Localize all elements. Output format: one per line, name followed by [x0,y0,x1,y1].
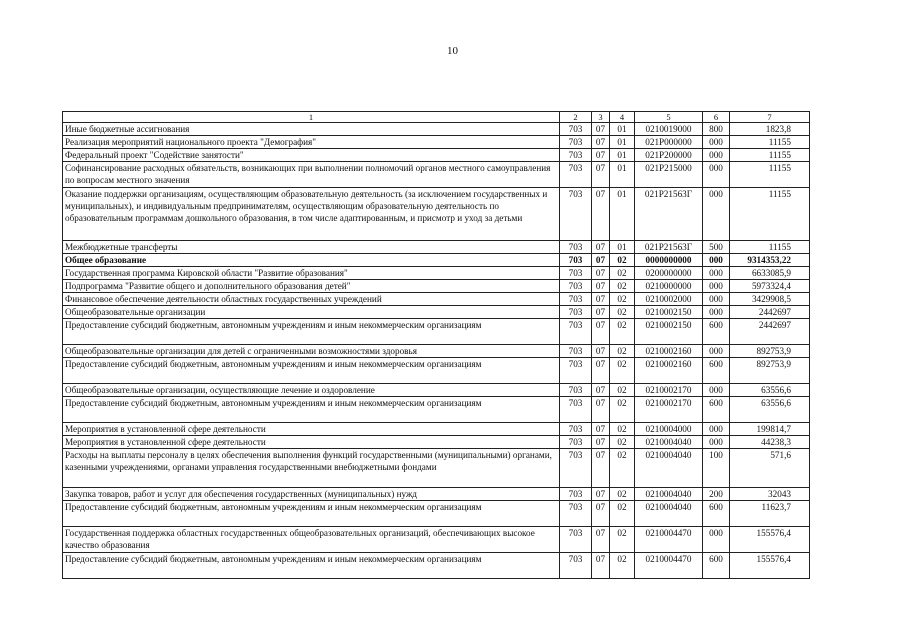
row-subsection-cell: 02 [610,384,635,397]
row-name-cell: Предоставление субсидий бюджетным, автономным учреждениям и иным некоммерческим организациям [63,358,560,384]
row-target-cell: 0210004040 [635,501,703,527]
row-subsection-cell: 02 [610,293,635,306]
header-cell: 1 [63,112,560,123]
header-cell: 3 [592,112,610,123]
row-target-cell: 0210002150 [635,319,703,345]
row-name-cell: Общеобразовательные организации, осуществляющие лечение и оздоровление [63,384,560,397]
row-amount-cell: 1823,8 [730,123,810,136]
row-section-cell: 07 [592,241,610,254]
row-amount-cell: 11155 [730,162,810,188]
row-type-cell: 000 [703,162,730,188]
table-row [63,136,810,149]
row-code-cell: 703 [560,319,592,345]
row-target-cell: 0210002160 [635,358,703,384]
table-row [63,280,810,293]
row-section-cell: 07 [592,449,610,488]
row-target-cell: 021P21563Г [635,188,703,241]
row-subsection-cell: 02 [610,449,635,488]
row-target-cell: 0210002150 [635,306,703,319]
row-code-cell: 703 [560,241,592,254]
row-target-cell: 021P21563Г [635,241,703,254]
row-subsection-cell: 02 [610,254,635,267]
row-target-cell: 021P000000 [635,136,703,149]
row-code-cell: 703 [560,162,592,188]
row-name-cell: Государственная поддержка областных государственных общеобразовательных организаций, обеспечивающих высокое качество образования [63,527,560,553]
row-target-cell: 0210002000 [635,293,703,306]
row-code-cell: 703 [560,149,592,162]
table-row [63,345,810,358]
row-amount-cell: 11155 [730,149,810,162]
row-type-cell: 200 [703,488,730,501]
row-subsection-cell: 01 [610,149,635,162]
row-section-cell: 07 [592,123,610,136]
row-type-cell: 000 [703,136,730,149]
row-amount-cell: 11623,7 [730,501,810,527]
row-section-cell: 07 [592,397,610,423]
row-type-cell: 000 [703,188,730,241]
row-target-cell: 0210004000 [635,423,703,436]
row-section-cell: 07 [592,384,610,397]
row-target-cell: 021P200000 [635,149,703,162]
row-name-cell: Предоставление субсидий бюджетным, автономным учреждениям и иным некоммерческим организациям [63,553,560,579]
row-subsection-cell: 02 [610,501,635,527]
row-code-cell: 703 [560,527,592,553]
table-row [63,123,810,136]
row-code-cell: 703 [560,188,592,241]
table-row [63,188,810,241]
row-name-cell: Предоставление субсидий бюджетным, автономным учреждениям и иным некоммерческим организациям [63,397,560,423]
row-subsection-cell: 02 [610,436,635,449]
row-section-cell: 07 [592,188,610,241]
row-type-cell: 600 [703,397,730,423]
row-target-cell: 0210004040 [635,449,703,488]
row-name-cell: Оказание поддержки организациям, осуществляющим образовательную деятельность (за исключением государственных и муниципальных), и индивидуальным предпринимателям, осуществляющим образовательную деятельность по образовательным программам дошкольного образования, в том числе адаптированным, и присмотр и уход за детьми [63,188,560,241]
row-target-cell: 0210004040 [635,436,703,449]
table-row [63,423,810,436]
row-type-cell: 600 [703,501,730,527]
row-type-cell: 000 [703,267,730,280]
row-code-cell: 703 [560,254,592,267]
row-subsection-cell: 02 [610,423,635,436]
row-name-cell: Иные бюджетные ассигнования [63,123,560,136]
row-target-cell: 021P215000 [635,162,703,188]
header-cell: 7 [730,112,810,123]
row-subsection-cell: 02 [610,319,635,345]
row-section-cell: 07 [592,267,610,280]
row-type-cell: 000 [703,527,730,553]
row-name-cell: Государственная программа Кировской области "Развитие образования" [63,267,560,280]
row-subsection-cell: 02 [610,527,635,553]
row-amount-cell: 571,6 [730,449,810,488]
row-code-cell: 703 [560,345,592,358]
row-amount-cell: 2442697 [730,306,810,319]
row-name-cell: Расходы на выплаты персоналу в целях обеспечения выполнения функций государственными (муниципальными) органами, казенными учреждениями, органами управления государственными внебюджетными фондами [63,449,560,488]
row-amount-cell: 63556,6 [730,384,810,397]
row-code-cell: 703 [560,423,592,436]
table-body [63,123,810,579]
table-row [63,267,810,280]
table-row [63,553,810,579]
row-type-cell: 000 [703,345,730,358]
header-cell: 4 [610,112,635,123]
row-name-cell: Предоставление субсидий бюджетным, автономным учреждениям и иным некоммерческим организациям [63,319,560,345]
header-cell: 6 [703,112,730,123]
row-section-cell: 07 [592,553,610,579]
row-target-cell: 0210002160 [635,345,703,358]
row-amount-cell: 6633085,9 [730,267,810,280]
row-subsection-cell: 02 [610,358,635,384]
row-type-cell: 500 [703,241,730,254]
row-subsection-cell: 02 [610,397,635,423]
row-section-cell: 07 [592,501,610,527]
row-section-cell: 07 [592,423,610,436]
row-name-cell: Софинансирование расходных обязательств, возникающих при выполнении полномочий органов местного самоуправления по вопросам местного значения [63,162,560,188]
table-row [63,293,810,306]
row-code-cell: 703 [560,267,592,280]
row-amount-cell: 11155 [730,188,810,241]
row-subsection-cell: 01 [610,188,635,241]
row-subsection-cell: 01 [610,123,635,136]
table-row [63,397,810,423]
row-name-cell: Общеобразовательные организации для детей с ограниченными возможностями здоровья [63,345,560,358]
table-row [63,384,810,397]
table-row [63,319,810,345]
row-amount-cell: 199814,7 [730,423,810,436]
row-amount-cell: 63556,6 [730,397,810,423]
row-target-cell: 0200000000 [635,267,703,280]
row-target-cell: 0210004040 [635,488,703,501]
row-section-cell: 07 [592,149,610,162]
row-name-cell: Общее образование [63,254,560,267]
row-amount-cell: 892753,9 [730,358,810,384]
row-type-cell: 800 [703,123,730,136]
row-code-cell: 703 [560,449,592,488]
row-subsection-cell: 02 [610,267,635,280]
row-subsection-cell: 01 [610,162,635,188]
row-amount-cell: 2442697 [730,319,810,345]
row-amount-cell: 155576,4 [730,527,810,553]
row-code-cell: 703 [560,501,592,527]
row-amount-cell: 3429908,5 [730,293,810,306]
table-row [63,358,810,384]
row-section-cell: 07 [592,345,610,358]
row-code-cell: 703 [560,436,592,449]
row-amount-cell: 155576,4 [730,553,810,579]
row-section-cell: 07 [592,488,610,501]
row-code-cell: 703 [560,488,592,501]
page-number: 10 [447,45,458,57]
row-name-cell: Федеральный проект "Содействие занятости" [63,149,560,162]
table-row [63,436,810,449]
table-row [63,488,810,501]
row-code-cell: 703 [560,306,592,319]
row-name-cell: Реализация мероприятий национального проекта "Демография" [63,136,560,149]
row-target-cell: 0210002170 [635,384,703,397]
row-name-cell: Межбюджетные трансферты [63,241,560,254]
row-type-cell: 000 [703,423,730,436]
header-cell: 5 [635,112,703,123]
row-amount-cell: 892753,9 [730,345,810,358]
row-amount-cell: 32043 [730,488,810,501]
table-row [63,449,810,488]
row-code-cell: 703 [560,280,592,293]
row-subsection-cell: 01 [610,136,635,149]
row-subsection-cell: 01 [610,241,635,254]
row-subsection-cell: 02 [610,280,635,293]
table-row [63,162,810,188]
table-row [63,149,810,162]
row-section-cell: 07 [592,254,610,267]
row-section-cell: 07 [592,358,610,384]
row-name-cell: Закупка товаров, работ и услуг для обеспечения государственных (муниципальных) нужд [63,488,560,501]
row-type-cell: 000 [703,280,730,293]
row-code-cell: 703 [560,553,592,579]
row-amount-cell: 11155 [730,241,810,254]
row-section-cell: 07 [592,162,610,188]
row-section-cell: 07 [592,280,610,293]
row-type-cell: 600 [703,319,730,345]
row-subsection-cell: 02 [610,345,635,358]
row-section-cell: 07 [592,436,610,449]
row-type-cell: 000 [703,293,730,306]
row-name-cell: Мероприятия в установленной сфере деятельности [63,423,560,436]
row-target-cell: 0210000000 [635,280,703,293]
row-section-cell: 07 [592,319,610,345]
row-name-cell: Мероприятия в установленной сфере деятельности [63,436,560,449]
row-section-cell: 07 [592,293,610,306]
row-type-cell: 000 [703,436,730,449]
budget-table [62,111,810,579]
row-type-cell: 600 [703,358,730,384]
row-amount-cell: 9314353,22 [730,254,810,267]
row-type-cell: 100 [703,449,730,488]
row-type-cell: 600 [703,553,730,579]
row-section-cell: 07 [592,136,610,149]
row-subsection-cell: 02 [610,306,635,319]
header-cell: 2 [560,112,592,123]
table-row [63,254,810,267]
row-target-cell: 0000000000 [635,254,703,267]
row-section-cell: 07 [592,527,610,553]
row-target-cell: 0210019000 [635,123,703,136]
row-code-cell: 703 [560,384,592,397]
row-code-cell: 703 [560,136,592,149]
header-row [63,112,810,123]
row-target-cell: 0210004470 [635,527,703,553]
row-section-cell: 07 [592,306,610,319]
row-target-cell: 0210004470 [635,553,703,579]
row-name-cell: Подпрограмма "Развитие общего и дополнительного образования детей" [63,280,560,293]
row-amount-cell: 5973324,4 [730,280,810,293]
row-subsection-cell: 02 [610,553,635,579]
row-type-cell: 000 [703,384,730,397]
row-amount-cell: 44238,3 [730,436,810,449]
row-name-cell: Общеобразовательные организации [63,306,560,319]
row-name-cell: Финансовое обеспечение деятельности областных государственных учреждений [63,293,560,306]
row-type-cell: 000 [703,149,730,162]
table-row [63,306,810,319]
row-name-cell: Предоставление субсидий бюджетным, автономным учреждениям и иным некоммерческим организациям [63,501,560,527]
table-row [63,527,810,553]
table-row [63,501,810,527]
row-target-cell: 0210002170 [635,397,703,423]
row-subsection-cell: 02 [610,488,635,501]
row-type-cell: 000 [703,306,730,319]
row-code-cell: 703 [560,397,592,423]
row-code-cell: 703 [560,358,592,384]
row-amount-cell: 11155 [730,136,810,149]
row-code-cell: 703 [560,123,592,136]
table-row [63,241,810,254]
row-code-cell: 703 [560,293,592,306]
row-type-cell: 000 [703,254,730,267]
